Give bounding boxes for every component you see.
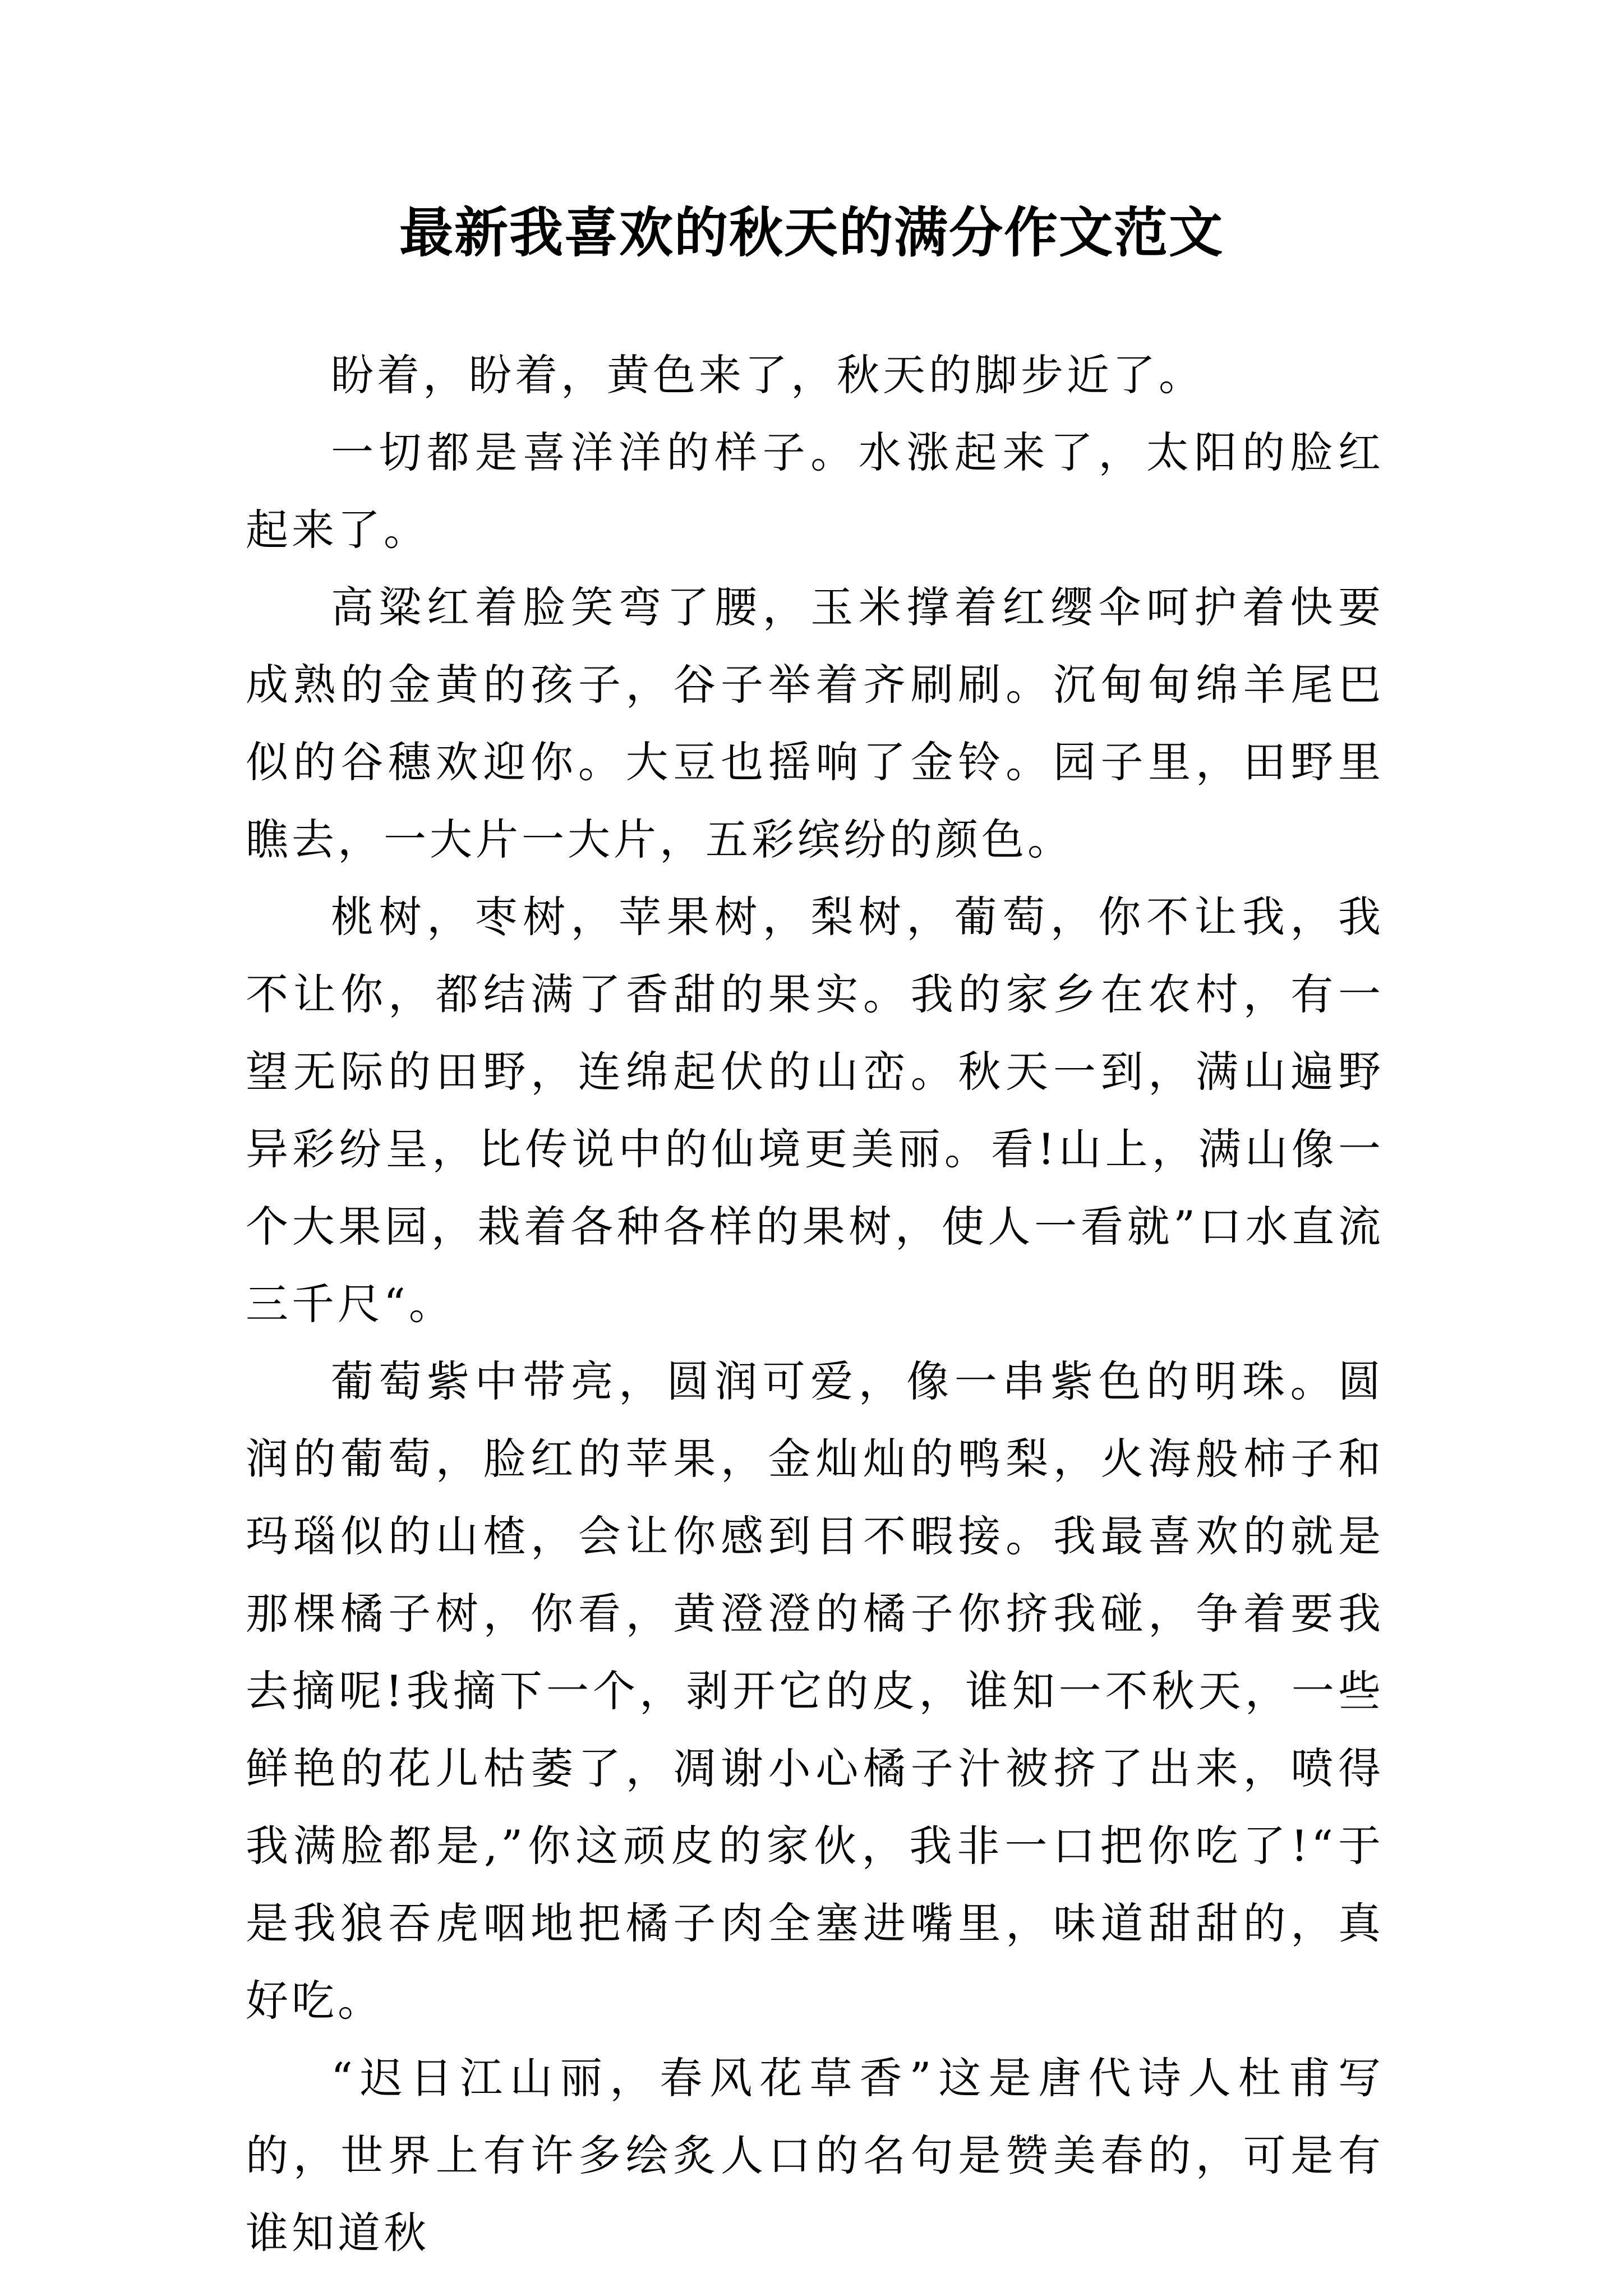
paragraph: 葡萄紫中带亮，圆润可爱，像一串紫色的明珠。圆润的葡萄，脸红的苹果，金灿灿的鸭梨，火海般柿子和玛瑙似的山楂，会让你感到目不暇接。我最喜欢的就是那棵橘子树，你看，黄澄澄的橘子你挤我碰，争着要我去摘呢!我摘下一个，剥开它的皮，谁知一不秋天，一些鲜艳的花儿枯萎了，凋谢小心橘子汁被挤了出来，喷得我满脸都是,”你这顽皮的家伙，我非一口把你吃了!“于是我狼吞虎咽地把橘子肉全塞进嘴里，味道甜甜的，真好吃。 (246, 1356, 1384, 2026)
document-body (246, 337, 1384, 2272)
paragraph: “迟日江山丽，春风花草香”这是唐代诗人杜甫写的，世界上有许多绘炙人口的名句是赞美春的，可是有谁知道秋 (246, 2053, 1384, 2258)
document-title: 最新我喜欢的秋天的满分作文范文 (399, 201, 1224, 264)
paragraph: 一切都是喜洋洋的样子。水涨起来了，太阳的脸红起来了。 (246, 427, 1384, 555)
paragraph: 桃树，枣树，苹果树，梨树，葡萄，你不让我，我不让你，都结满了香甜的果实。我的家乡在农村，有一望无际的田野，连绵起伏的山峦。秋天一到，满山遍野异彩纷呈，比传说中的仙境更美丽。看!山上，满山像一个大果园，栽着各种各样的果树，使人一看就”口水直流三千尺“。 (246, 892, 1384, 1329)
paragraph: 盼着，盼着，黄色来了，秋天的脚步近了。 (331, 350, 1205, 400)
paragraph: 高粱红着脸笑弯了腰，玉米撑着红缨伞呵护着快要成熟的金黄的孩子，谷子举着齐刷刷。沉甸甸绵羊尾巴似的谷穗欢迎你。大豆也摇响了金铃。园子里，田野里瞧去，一大片一大片，五彩缤纷的颜色。 (246, 582, 1384, 864)
